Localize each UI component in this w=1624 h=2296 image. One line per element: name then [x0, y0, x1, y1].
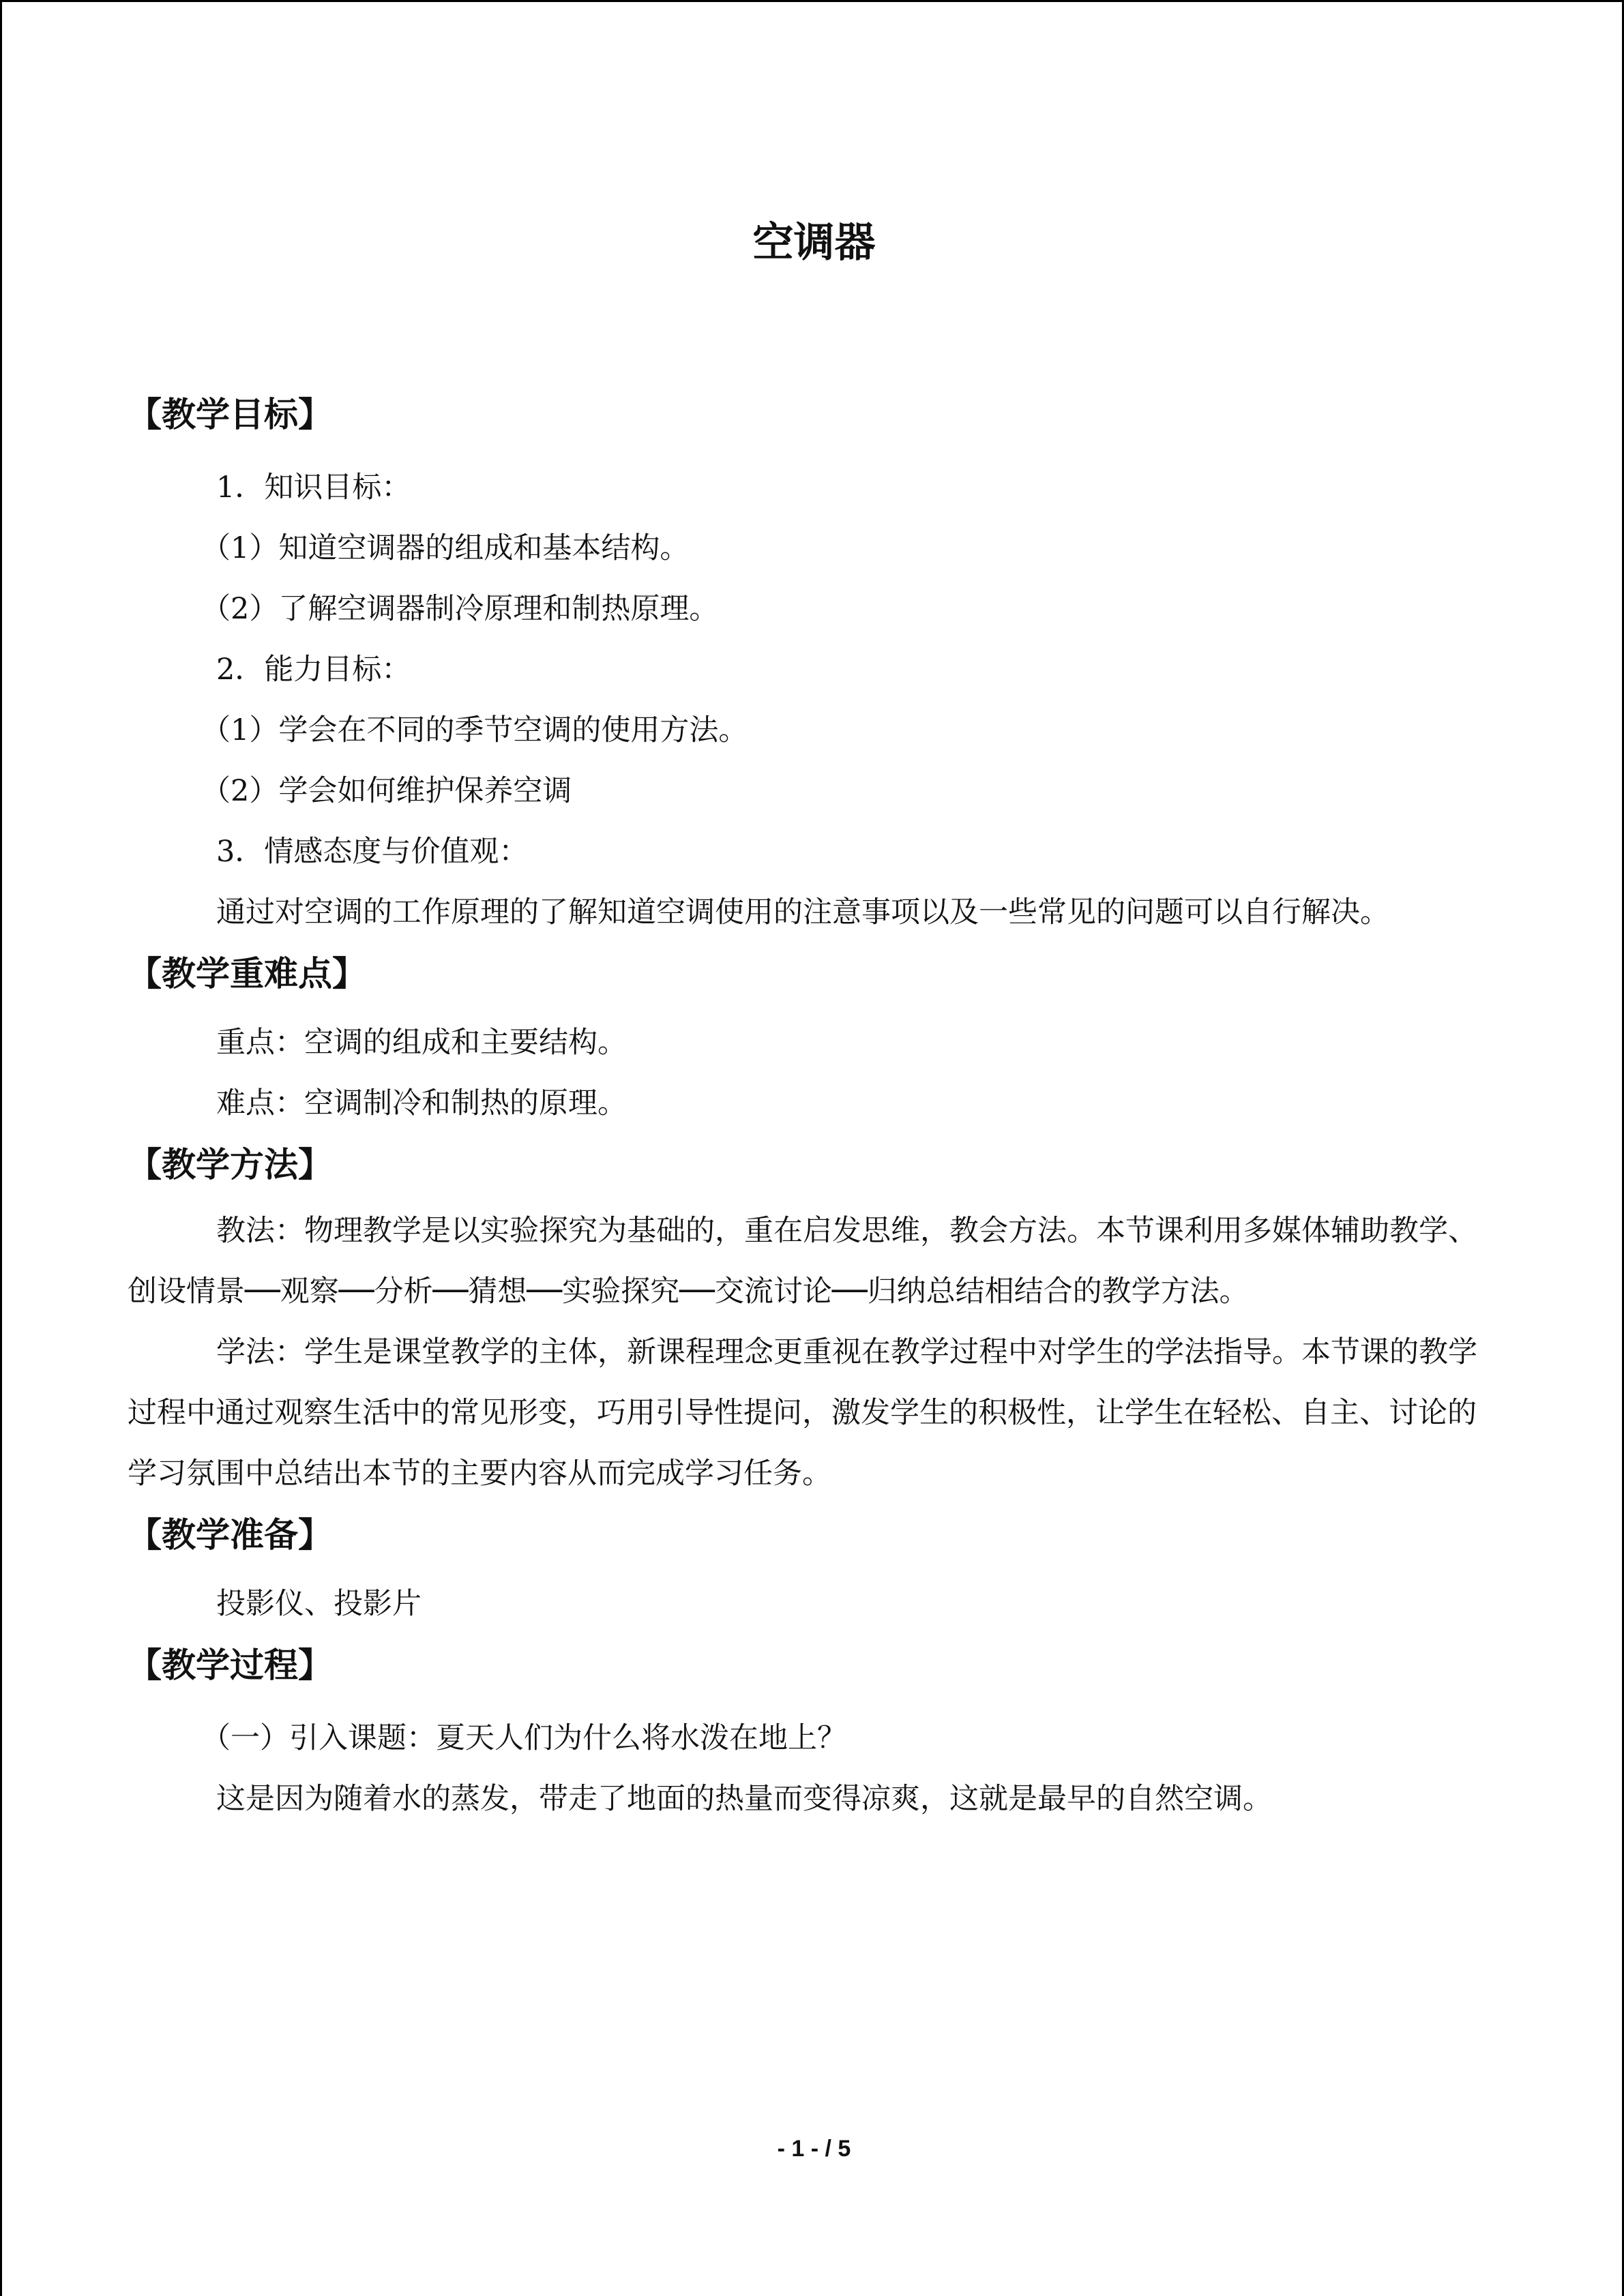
paragraph: （1）知道空调器的组成和基本结构。	[201, 531, 690, 565]
paragraph: （2）了解空调器制冷原理和制热原理。	[201, 592, 719, 626]
paragraph: 3．情感态度与价值观：	[216, 835, 529, 869]
paragraph: （1）学会在不同的季节空调的使用方法。	[201, 713, 748, 747]
paragraph: 难点：空调制冷和制热的原理。	[216, 1086, 627, 1120]
paragraph: （一）引入课题：夏天人们为什么将水泼在地上？	[201, 1721, 846, 1755]
paragraph: 学法：学生是课堂教学的主体，新课程理念更重视在教学过程中对学生的学法指导。本节课的教学过程中通过观察生活中的常见形变，巧用引导性提问，激发学生的积极性，让学生在轻松、自主、讨论的学习氛围中总结出本节的主要内容从而完成学习任务。	[128, 1335, 1477, 1491]
paragraph: 这是因为随着水的蒸发，带走了地面的热量而变得凉爽，这就是最早的自然空调。	[216, 1782, 1272, 1816]
page-number: - 1 - / 5	[777, 2136, 851, 2162]
section-heading: 【教学目标】	[128, 395, 332, 434]
paragraph: 投影仪、投影片	[216, 1587, 422, 1621]
document-title: 空调器	[752, 219, 876, 267]
section-key-difficulties	[128, 943, 1478, 1134]
paragraph: 教法：物理教学是以实验探究为基础的，重在启发思维，教会方法。本节课利用多媒体辅助教学、创设情景──观察──分析──猜想──实验探究──交流讨论──归纳总结相结合的教学方法。	[128, 1214, 1477, 1309]
paragraph: 2．能力目标：	[216, 653, 411, 687]
paragraph: 1．知识目标：	[216, 471, 411, 505]
paragraph: 通过对空调的工作原理的了解知道空调使用的注意事项以及一些常见的问题可以自行解决。	[216, 895, 1389, 929]
section-heading: 【教学方法】	[128, 1145, 332, 1184]
section-heading: 【教学准备】	[128, 1515, 332, 1555]
document-body	[128, 384, 1478, 1830]
paragraph: 重点：空调的组成和主要结构。	[216, 1026, 627, 1060]
section-heading: 【教学过程】	[128, 1645, 332, 1685]
section-teaching-methods	[128, 1134, 1478, 1504]
section-teaching-objectives	[128, 384, 1478, 943]
section-teaching-preparation	[128, 1504, 1478, 1635]
paragraph: （2）学会如何维护保养空调	[201, 774, 572, 808]
section-teaching-process	[128, 1635, 1478, 1830]
section-heading: 【教学重难点】	[128, 954, 366, 994]
